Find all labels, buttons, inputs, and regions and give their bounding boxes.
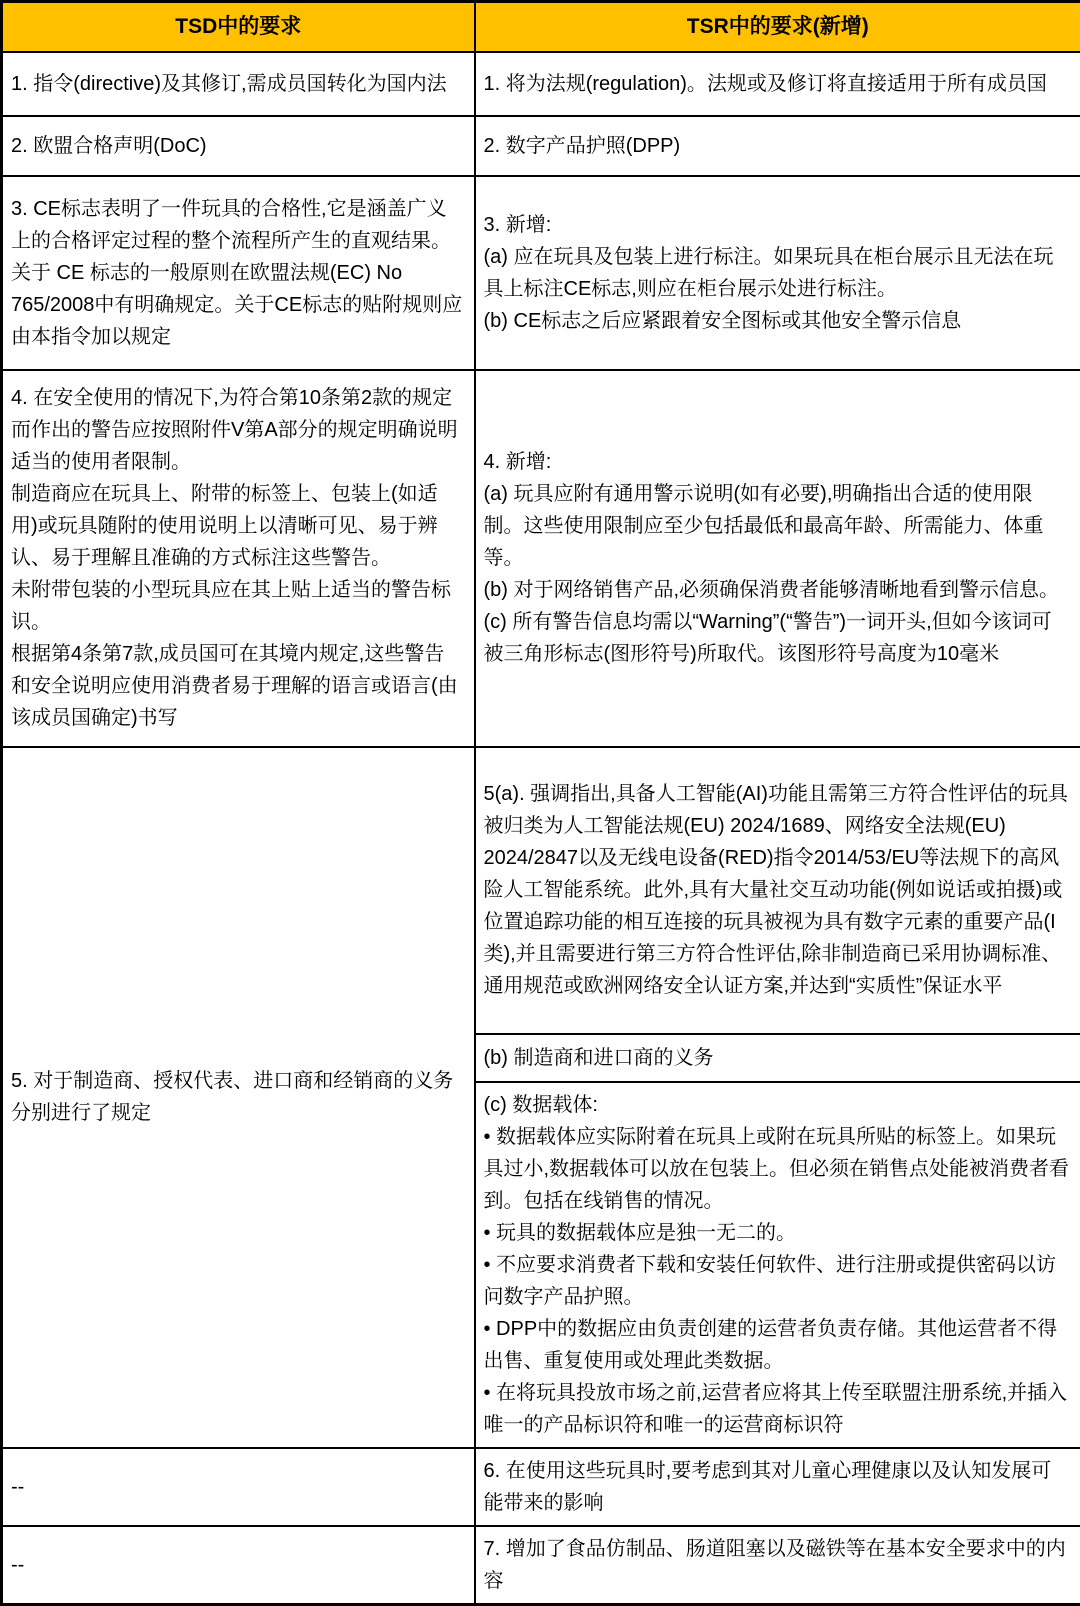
- table-row: [2, 747, 1080, 1034]
- cell-r4-tsr: 4. 新增: (a) 玩具应附有通用警示说明(如有必要),明确指出合适的使用限制。这些使用限制应至少包括最低和最高年龄、所需能力、体重等。 (b) 对于网络销售产品,必须确保消费者能够清晰地看到警示信息。 (c) 所有警告信息均需以“Warning”(“警告”)一词开头,但如今该词可被三角形标志(图形符号)所取代。该图形符号高度为10毫米: [475, 370, 1080, 747]
- header-cell-tsd: TSD中的要求: [2, 2, 475, 52]
- cell-r4-tsd: 4. 在安全使用的情况下,为符合第10条第2款的规定而作出的警告应按照附件V第A部分的规定明确说明适当的使用者限制。 制造商应在玩具上、附带的标签上、包装上(如适用)或玩具随附的使用说明上以清晰可见、易于辨认、易于理解且准确的方式标注这些警告。 未附带包装的小型玩具应在其上贴上适当的警告标识。 根据第4条第7款,成员国可在其境内规定,这些警告和安全说明应使用消费者易于理解的语言或语言(由该成员国确定)书写: [2, 370, 475, 747]
- table-row: [2, 1448, 1080, 1526]
- cell-r1-tsr: 1. 将为法规(regulation)。法规或及修订将直接适用于所有成员国: [475, 52, 1080, 116]
- cell-r3-tsd: 3. CE标志表明了一件玩具的合格性,它是涵盖广义上的合格评定过程的整个流程所产生的直观结果。关于 CE 标志的一般原则在欧盟法规(EC) No 765/2008中有明确规定。关于CE标志的贴附规则应由本指令加以规定: [2, 176, 475, 370]
- cell-r1-tsd: 1. 指令(directive)及其修订,需成员国转化为国内法: [2, 52, 475, 116]
- cell-r5a-tsr: 5(a). 强调指出,具备人工智能(AI)功能且需第三方符合性评估的玩具被归类为人工智能法规(EU) 2024/1689、网络安全法规(EU) 2024/2847以及无线电设备(RED)指令2014/53/EU等法规下的高风险人工智能系统。此外,具有大量社交互动功能(例如说话或拍摄)或位置追踪功能的相互连接的玩具被视为具有数字元素的重要产品(I类),并且需要进行第三方符合性评估,除非制造商已采用协调标准、通用规范或欧洲网络安全认证方案,并达到“实质性”保证水平: [475, 747, 1080, 1034]
- cell-r2-tsr: 2. 数字产品护照(DPP): [475, 116, 1080, 176]
- table-row: [2, 116, 1080, 176]
- table-header-row: [2, 2, 1080, 52]
- table-row: [2, 52, 1080, 116]
- cell-r7-tsr: 7. 增加了食品仿制品、肠道阻塞以及磁铁等在基本安全要求中的内容: [475, 1526, 1080, 1605]
- cell-r6-tsr: 6. 在使用这些玩具时,要考虑到其对儿童心理健康以及认知发展可能带来的影响: [475, 1448, 1080, 1526]
- cell-r3-tsr: 3. 新增: (a) 应在玩具及包装上进行标注。如果玩具在柜台展示且无法在玩具上标注CE标志,则应在柜台展示处进行标注。 (b) CE标志之后应紧跟着安全图标或其他安全警示信息: [475, 176, 1080, 370]
- cell-r5c-tsr: (c) 数据载体: • 数据载体应实际附着在玩具上或附在玩具所贴的标签上。如果玩具过小,数据载体可以放在包装上。但必须在销售点处能被消费者看到。包括在线销售的情况。 • 玩具的数据载体应是独一无二的。 • 不应要求消费者下载和安装任何软件、进行注册或提供密码以访问数字产品护照。 • DPP中的数据应由负责创建的运营者负责存储。其他运营者不得出售、重复使用或处理此类数据。 • 在将玩具投放市场之前,运营者应将其上传至联盟注册系统,并插入唯一的产品标识符和唯一的运营商标识符: [475, 1082, 1080, 1448]
- table-row: [2, 176, 1080, 370]
- cell-r6-tsd: --: [2, 1448, 475, 1526]
- cell-r5-tsd: 5. 对于制造商、授权代表、进口商和经销商的义务分别进行了规定: [2, 747, 475, 1448]
- table-row: [2, 1526, 1080, 1605]
- header-cell-tsr: TSR中的要求(新增): [475, 2, 1080, 52]
- cell-r7-tsd: --: [2, 1526, 475, 1605]
- table-row: [2, 370, 1080, 747]
- cell-r5b-tsr: (b) 制造商和进口商的义务: [475, 1034, 1080, 1082]
- cell-r2-tsd: 2. 欧盟合格声明(DoC): [2, 116, 475, 176]
